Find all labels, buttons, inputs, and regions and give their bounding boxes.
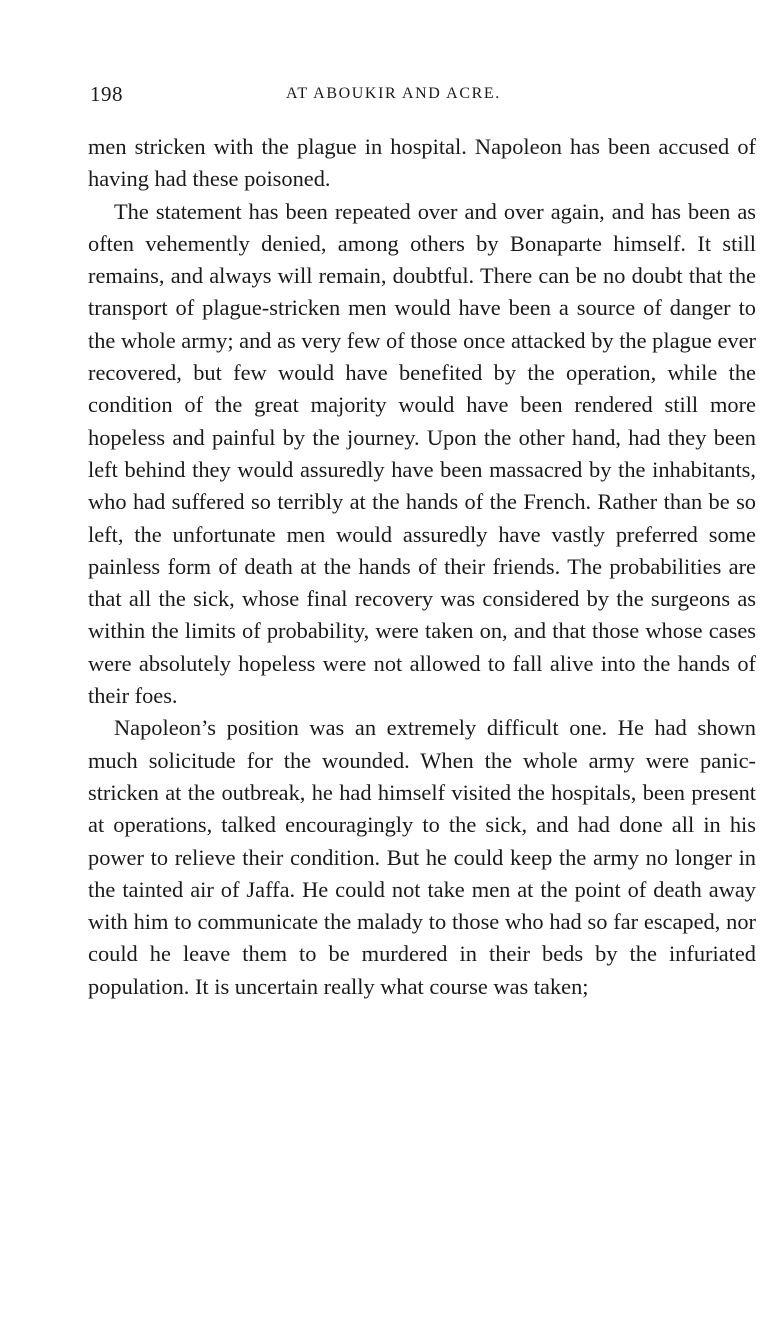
page-header [88, 82, 760, 114]
paragraph-napoleon-position: Napoleon’s position was an extremely difficult one. He had shown much solicitude for the wounded. When the whole army were panic-stricken at the outbreak, he had himself visited the hospitals, been present at operations, talked encouragingly to the sick, and had done all in his power to relieve their condition. But he could keep the army no longer in the tainted air of Jaffa. He could not take men at the point of death away with him to communicate the malady to those who had so far escaped, nor could he leave them to be murdered in their beds by the infuriated population. It is uncertain really what course was taken; [88, 715, 756, 999]
running-head: AT ABOUKIR AND ACRE. [286, 85, 501, 102]
body-text [88, 131, 756, 1003]
page-number: 198 [90, 82, 123, 106]
book-page [88, 0, 760, 1344]
paragraph-continuation: men stricken with the plague in hospital. Napoleon has been accused of having had these poisoned. [88, 134, 756, 192]
paragraph-plague-statement: The statement has been repeated over and over again, and has been as often vehemently denied, among others by Bonaparte himself. It still remains, and always will remain, doubtful. There can be no doubt that the transport of plague-stricken men would have been a source of danger to the whole army; and as very few of those once attacked by the plague ever recovered, but few would have benefited by the operation, while the condition of the great majority would have been rendered still more hopeless and painful by the journey. Upon the other hand, had they been left behind they would assuredly have been massacred by the inhabitants, who had suffered so terribly at the hands of the French. Rather than be so left, the unfortunate men would assuredly have vastly preferred some painless form of death at the hands of their friends. The probabilities are that all the sick, whose final recovery was considered by the surgeons as within the limits of probability, were taken on, and that those whose cases were absolutely hopeless were not allowed to fall alive into the hands of their foes. [88, 198, 756, 709]
